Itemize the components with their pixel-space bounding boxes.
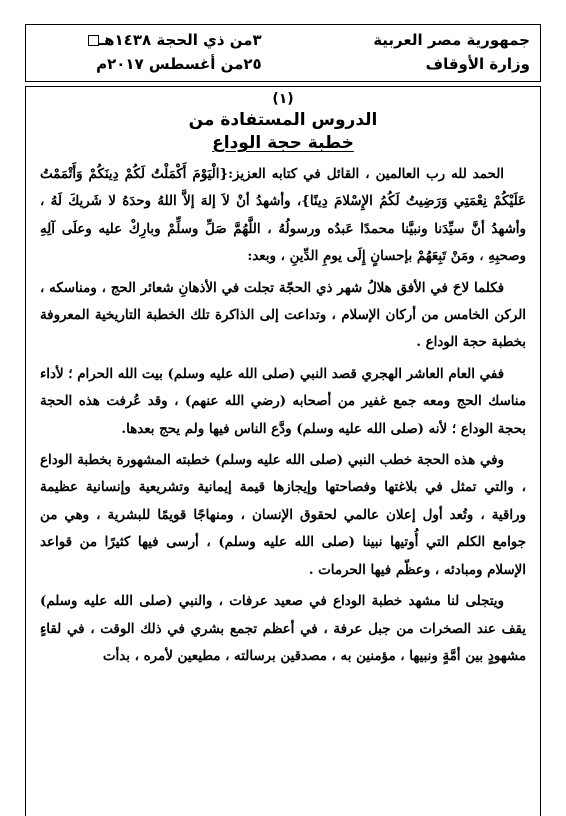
- header-date: [86, 28, 262, 76]
- paragraph: ففي العام العاشر الهجري قصد النبي (صلى الله عليه وسلم) بيت الله الحرام ؛ لأداء مناسك الحج ومعه جمع غفير من أصحابه (رضي الله عنهم) ، وقد عُرفت هذه الحجة بحجة الوداع ؛ لأنه (صلى الله عليه وسلم) ودَّع الناس فيها ولم يحج بعدها.: [40, 365, 526, 437]
- title-block: [26, 87, 540, 155]
- paragraph: وفي هذه الحجة خطب النبي (صلى الله عليه وسلم) خطبته المشهورة بخطبة الوداع ، والتي تمثل في بلاغتها وفصاحتها وإيجازها قيمة إيمانية وتشريعية وإنسانية عظيمة وراقية ، وتُعد أول إعلان عالمي لحقوق الإنسان ، ومنهاجًا قويمًا للبشرية ، وهي من جوامع الكلم التي أُوتيها نبينا (صلى الله عليه وسلم) ، أرسى فيها كثيرًا من قواعد الإسلام ومبادئه ، وعظّم فيها الحرمات .: [40, 452, 526, 578]
- header-gregorian-date: ٢٥من أغسطس ٢٠١٧م: [96, 55, 262, 73]
- paragraph: ويتجلى لنا مشهد خطبة الوداع في صعيد عرفات ، والنبي (صلى الله عليه وسلم) يقف عند الصخرات من جبل عرفة ، في أعظم تجمع بشري في ذلك الوقت ، في لقاءٍ مشهودٍ بين أمَّةٍ ونبيها ، مؤمنين به ، مصدقين برسالته ، مطيعين لأمره ، بدأت: [40, 593, 526, 664]
- page-title-line1: الدروس المستفادة من: [188, 110, 378, 130]
- hijri-date-text: ٣من ذي الحجة ١٤٣٨هـ: [99, 31, 262, 49]
- document-body: [26, 155, 540, 670]
- header-ministry: وزارة الأوقاف: [425, 55, 530, 73]
- header-issuer: [373, 28, 530, 76]
- header-hijri-date: [86, 28, 262, 52]
- page-title-line2: خطبة حجة الوداع: [212, 133, 354, 153]
- content-frame: [25, 86, 541, 816]
- document-header: [25, 24, 541, 82]
- checkbox-square-icon: [88, 35, 99, 46]
- paragraph: الحمد لله رب العالمين ، القائل في كتابه العزيز:{الْيَوْمَ أَكْمَلْتُ لَكُمْ دِينَكُمْ وَأَتْمَمْتُ عَلَيْكُمْ نِعْمَتِي وَرَضِيتُ لَكُمُ الإِسْلامَ دِينًا}، وأشهدُ أنْ لاَ إلهَ إلاَّ اللهُ وحدَهُ لا شَريكَ لَهُ ، وأشهدُ أنَّ سيِّدَنا ونبيَّنا محمدًا عَبدُه ورسولُهُ ، اللَّهُمَّ صَلِّ وسلِّمْ وبارِكْ عليه وعلَى آلِهِ وصحبِهِ ، ومَنْ تَبِعَهُمْ بإحسانٍ إِلَى يومِ الدِّينِ ، وبعد:: [40, 166, 526, 265]
- header-country: جمهورية مصر العربية: [373, 31, 530, 49]
- paragraph: فكلما لاحَ في الأفق هلالُ شهر ذي الحجّة تجلت في الأذهانِ شعائر الحج ، ومناسكه ، الركن الخامس من أركان الإسلام ، وتداعت إلى الذاكرة تلك الخطبة التاريخية المعروفة بخطبة حجة الوداع .: [40, 279, 526, 351]
- page-number: (١): [272, 91, 294, 107]
